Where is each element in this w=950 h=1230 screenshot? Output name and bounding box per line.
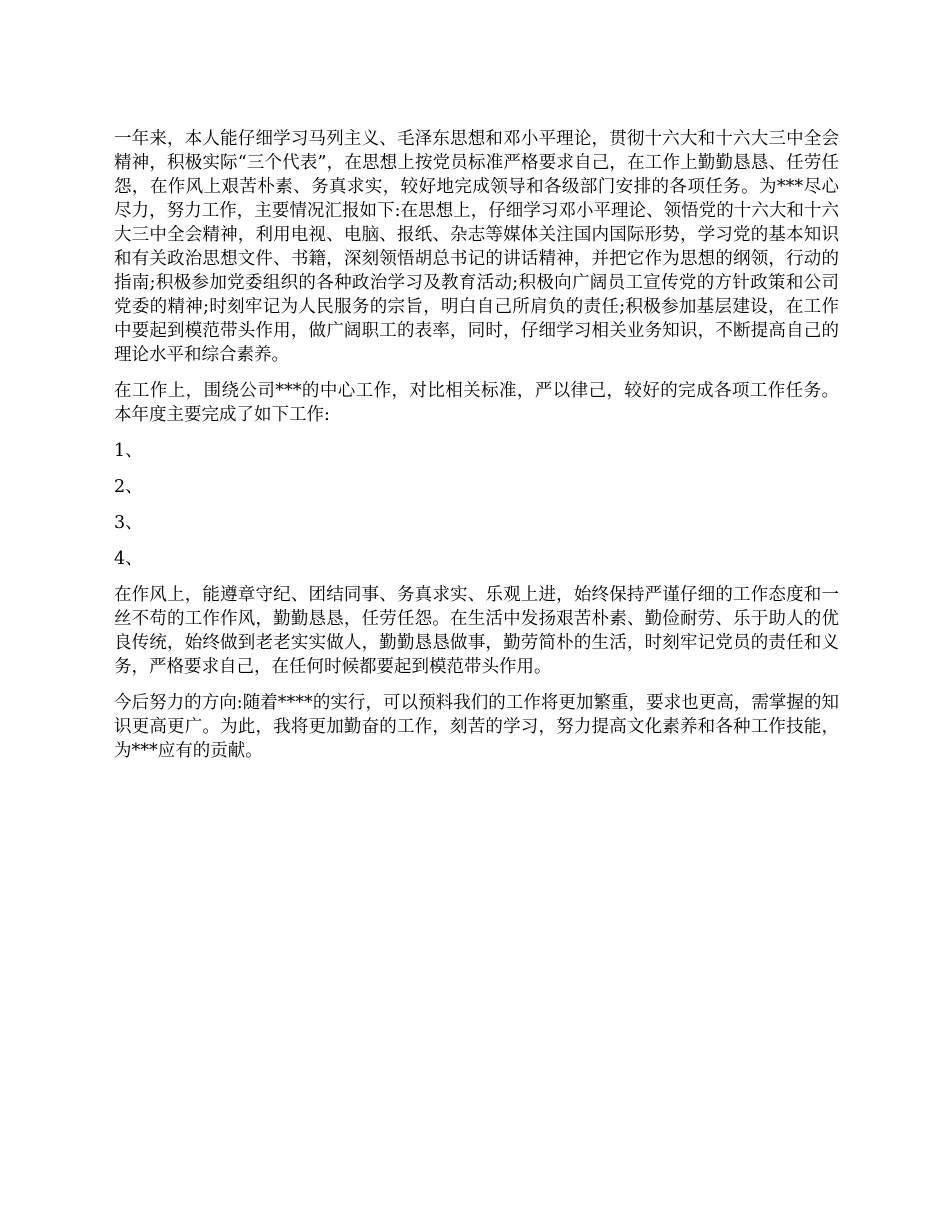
list-item-3: 3、	[114, 513, 143, 533]
paragraph-future: 今后努力的方向:随着****的实行，可以预料我们的工作将更加繁重，要求也更高，需掌握的知识更高更广。为此，我将更加勤奋的工作，刻苦的学习，努力提高文化素养和各种工作技能，为***应有的贡献。	[114, 693, 839, 761]
paragraph-style: 在作风上，能遵章守纪、团结同事、务真求实、乐观上进，始终保持严谨仔细的工作态度和一丝不苟的工作作风，勤勤恳恳，任劳任怨。在生活中发扬艰苦朴素、勤俭耐劳、乐于助人的优良传统，始终做到老老实实做人，勤勤恳恳做事，勤劳简朴的生活，时刻牢记党员的责任和义务，严格要求自己，在任何时候都要起到模范带头作用。	[114, 585, 839, 677]
document-page	[114, 127, 839, 775]
list-item-1: 1、	[114, 441, 143, 461]
list-item-2: 2、	[114, 477, 143, 497]
list-item-4: 4、	[114, 549, 143, 569]
paragraph-ideology: 一年来，本人能仔细学习马列主义、毛泽东思想和邓小平理论，贯彻十六大和十六大三中全会精神，积极实际“三个代表”，在思想上按党员标准严格要求自己，在工作上勤勤恳恳、任劳任怨，在作风上艰苦朴素、务真求实，较好地完成领导和各级部门安排的各项任务。为***尽心尽力，努力工作，主要情况汇报如下:在思想上，仔细学习邓小平理论、领悟党的十六大和十六大三中全会精神，利用电视、电脑、报纸、杂志等媒体关注国内国际形势，学习党的基本知识和有关政治思想文件、书籍，深刻领悟胡总书记的讲话精神，并把它作为思想的纲领，行动的指南;积极参加党委组织的各种政治学习及教育活动;积极向广阔员工宣传党的方针政策和公司党委的精神;时刻牢记为人民服务的宗旨，明白自己所肩负的责任;积极参加基层建设，在工作中要起到模范带头作用，做广阔职工的表率，同时，仔细学习相关业务知识，不断提高自己的理论水平和综合素养。	[114, 129, 839, 365]
paragraph-work: 在工作上，围绕公司***的中心工作，对比相关标准，严以律己，较好的完成各项工作任务。本年度主要完成了如下工作:	[114, 381, 839, 425]
